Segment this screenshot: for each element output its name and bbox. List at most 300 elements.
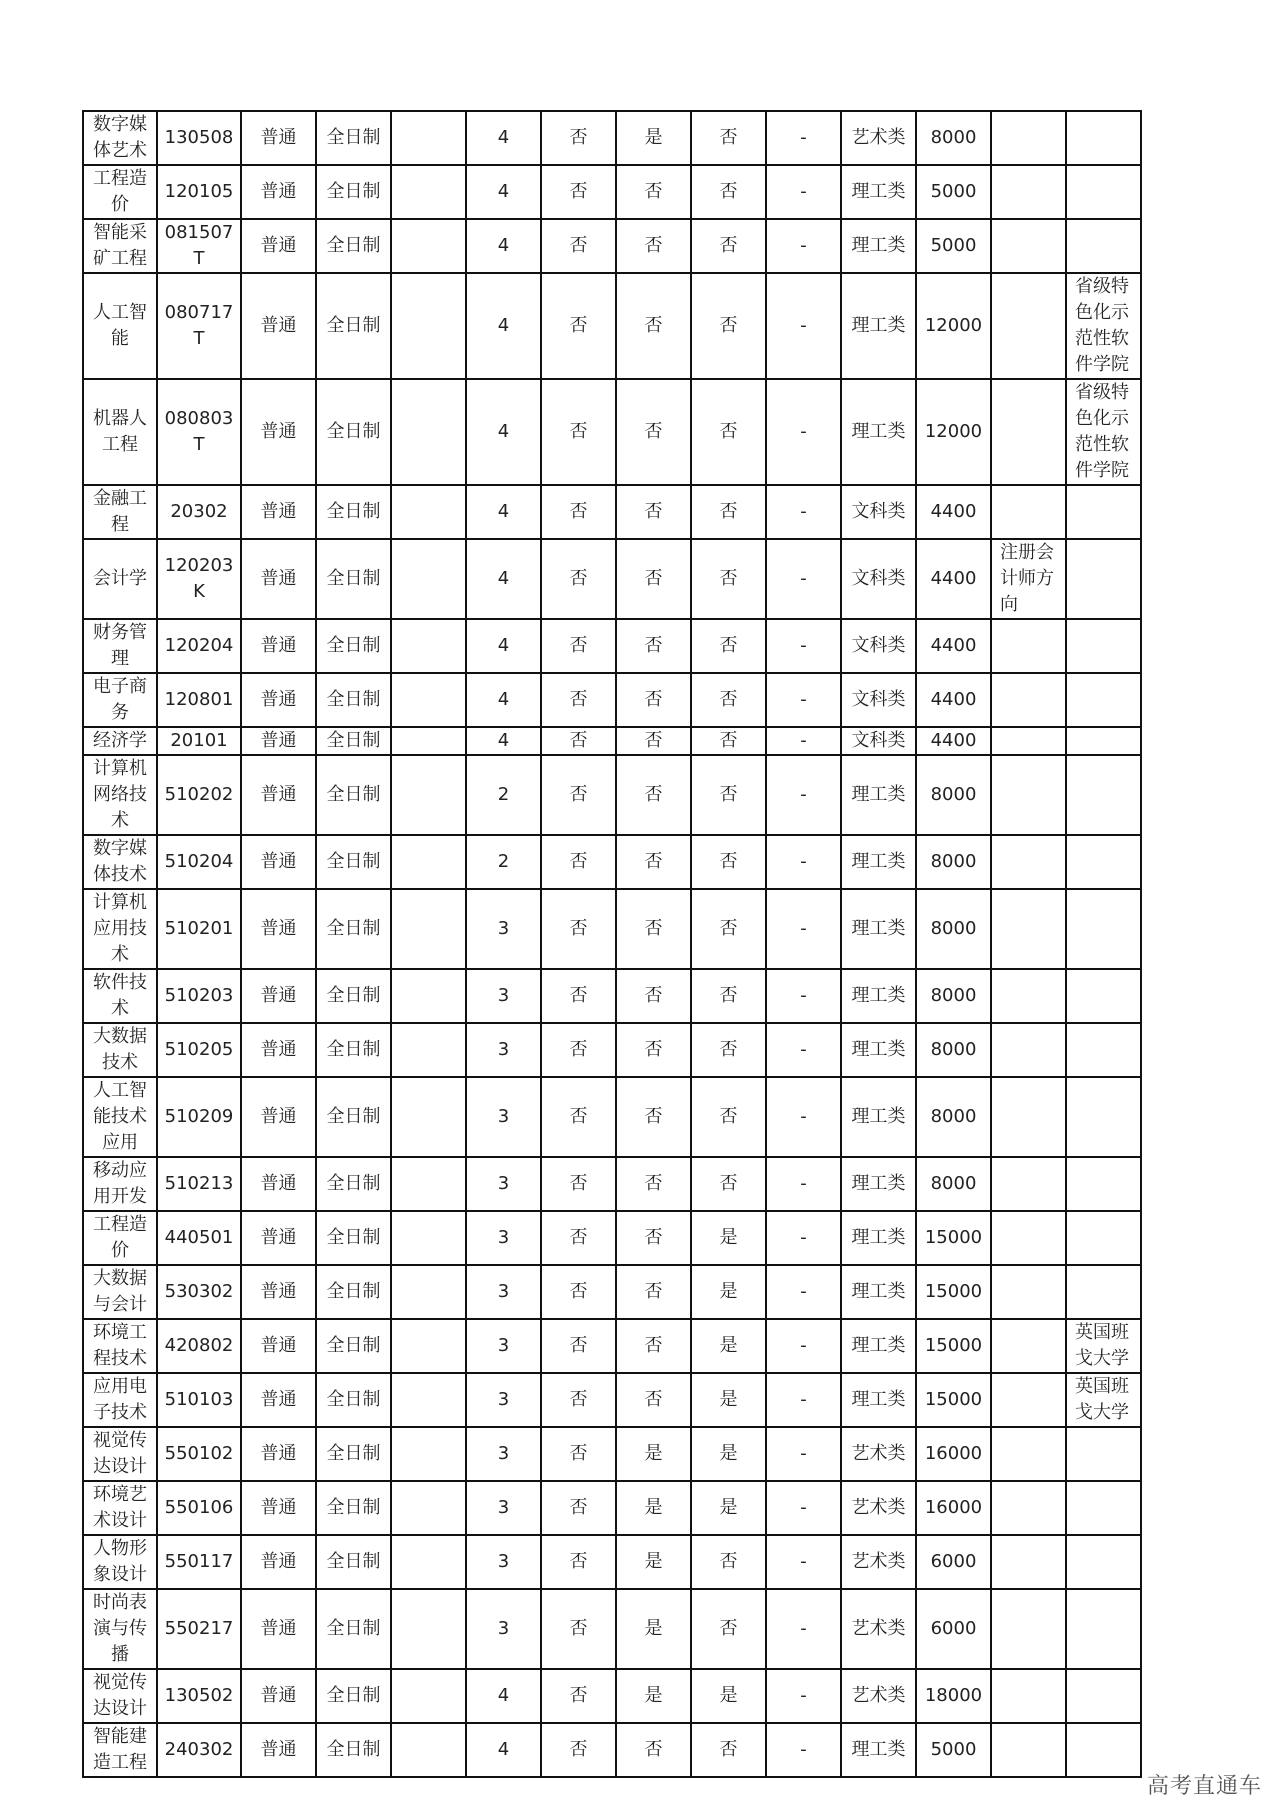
cell-note xyxy=(1066,485,1141,539)
cell-note xyxy=(1066,1157,1141,1211)
cell-years: 3 xyxy=(466,1373,541,1427)
cell-note xyxy=(1066,1023,1141,1077)
cell-flag-a: 否 xyxy=(541,1211,616,1265)
cell-years: 3 xyxy=(466,1589,541,1669)
cell-tuition: 4400 xyxy=(916,539,991,619)
cell-direction xyxy=(991,835,1066,889)
cell-major-code: 081507T xyxy=(157,219,241,273)
table-row xyxy=(83,1427,1141,1481)
cell-study-mode: 全日制 xyxy=(316,1211,391,1265)
cell-level: 普通 xyxy=(241,1427,316,1481)
cell-flag-a: 否 xyxy=(541,889,616,969)
cell-flag-a: 否 xyxy=(541,1265,616,1319)
cell-major-code: 510202 xyxy=(157,755,241,835)
watermark-text: 高考直通车 xyxy=(1146,1774,1262,1799)
cell-category: 理工类 xyxy=(841,1157,916,1211)
cell-flag-b: 否 xyxy=(616,1723,691,1777)
cell-years: 4 xyxy=(466,219,541,273)
cell-major-name: 工程造价 xyxy=(83,165,157,219)
table-row xyxy=(83,273,1141,379)
cell-level: 普通 xyxy=(241,1589,316,1669)
cell-major-code: 20302 xyxy=(157,485,241,539)
cell-flag-a: 否 xyxy=(541,1077,616,1157)
cell-dash: - xyxy=(766,1373,841,1427)
table-row xyxy=(83,619,1141,673)
cell-years: 4 xyxy=(466,539,541,619)
cell-note xyxy=(1066,755,1141,835)
table-row xyxy=(83,673,1141,727)
cell-study-mode: 全日制 xyxy=(316,111,391,165)
cell-dash: - xyxy=(766,619,841,673)
cell-flag-b: 否 xyxy=(616,1157,691,1211)
cell-flag-a: 否 xyxy=(541,165,616,219)
cell-flag-c: 否 xyxy=(691,1077,766,1157)
cell-tuition: 6000 xyxy=(916,1535,991,1589)
cell-major-name: 软件技术 xyxy=(83,969,157,1023)
cell-years: 2 xyxy=(466,755,541,835)
cell-tuition: 16000 xyxy=(916,1427,991,1481)
cell-major-name: 视觉传达设计 xyxy=(83,1669,157,1723)
cell-direction xyxy=(991,969,1066,1023)
cell-category: 文科类 xyxy=(841,539,916,619)
cell-years: 3 xyxy=(466,1319,541,1373)
cell-flag-c: 否 xyxy=(691,969,766,1023)
cell-major-name: 智能采矿工程 xyxy=(83,219,157,273)
cell-flag-b: 是 xyxy=(616,1481,691,1535)
cell-level: 普通 xyxy=(241,619,316,673)
cell-note xyxy=(1066,1077,1141,1157)
cell-direction xyxy=(991,1481,1066,1535)
cell-flag-a: 否 xyxy=(541,1157,616,1211)
cell-blank xyxy=(391,1319,466,1373)
cell-tuition: 8000 xyxy=(916,1157,991,1211)
cell-dash: - xyxy=(766,1589,841,1669)
cell-direction xyxy=(991,1373,1066,1427)
cell-note xyxy=(1066,1535,1141,1589)
cell-tuition: 6000 xyxy=(916,1589,991,1669)
cell-dash: - xyxy=(766,485,841,539)
cell-direction xyxy=(991,727,1066,755)
cell-tuition: 5000 xyxy=(916,219,991,273)
cell-major-code: 510205 xyxy=(157,1023,241,1077)
cell-major-name: 环境工程技术 xyxy=(83,1319,157,1373)
cell-study-mode: 全日制 xyxy=(316,1265,391,1319)
cell-dash: - xyxy=(766,1265,841,1319)
cell-flag-a: 否 xyxy=(541,485,616,539)
cell-flag-b: 是 xyxy=(616,1669,691,1723)
cell-tuition: 16000 xyxy=(916,1481,991,1535)
cell-direction: 注册会计师方向 xyxy=(991,539,1066,619)
cell-years: 3 xyxy=(466,1535,541,1589)
cell-major-code: 510201 xyxy=(157,889,241,969)
cell-direction xyxy=(991,1023,1066,1077)
cell-direction xyxy=(991,1427,1066,1481)
cell-major-name: 环境艺术设计 xyxy=(83,1481,157,1535)
cell-note xyxy=(1066,1481,1141,1535)
cell-blank xyxy=(391,1077,466,1157)
cell-blank xyxy=(391,1535,466,1589)
cell-major-name: 人物形象设计 xyxy=(83,1535,157,1589)
cell-tuition: 8000 xyxy=(916,889,991,969)
cell-study-mode: 全日制 xyxy=(316,727,391,755)
cell-direction xyxy=(991,219,1066,273)
cell-direction xyxy=(991,755,1066,835)
cell-category: 理工类 xyxy=(841,1319,916,1373)
cell-level: 普通 xyxy=(241,1319,316,1373)
table-row xyxy=(83,1589,1141,1669)
cell-study-mode: 全日制 xyxy=(316,619,391,673)
cell-flag-c: 否 xyxy=(691,379,766,485)
cell-tuition: 8000 xyxy=(916,1023,991,1077)
cell-major-code: 440501 xyxy=(157,1211,241,1265)
cell-note xyxy=(1066,727,1141,755)
cell-major-name: 人工智能 xyxy=(83,273,157,379)
cell-study-mode: 全日制 xyxy=(316,755,391,835)
cell-flag-a: 否 xyxy=(541,673,616,727)
cell-blank xyxy=(391,673,466,727)
cell-tuition: 12000 xyxy=(916,273,991,379)
cell-years: 4 xyxy=(466,485,541,539)
cell-flag-b: 是 xyxy=(616,1535,691,1589)
table-row xyxy=(83,1669,1141,1723)
cell-tuition: 4400 xyxy=(916,673,991,727)
cell-level: 普通 xyxy=(241,1211,316,1265)
table-row xyxy=(83,1023,1141,1077)
cell-years: 4 xyxy=(466,619,541,673)
cell-tuition: 5000 xyxy=(916,165,991,219)
cell-years: 2 xyxy=(466,835,541,889)
cell-level: 普通 xyxy=(241,165,316,219)
table-row xyxy=(83,1535,1141,1589)
cell-flag-a: 否 xyxy=(541,1373,616,1427)
cell-tuition: 5000 xyxy=(916,1723,991,1777)
cell-category: 理工类 xyxy=(841,835,916,889)
cell-flag-a: 否 xyxy=(541,219,616,273)
cell-flag-b: 否 xyxy=(616,727,691,755)
cell-category: 文科类 xyxy=(841,727,916,755)
cell-flag-b: 否 xyxy=(616,1265,691,1319)
cell-dash: - xyxy=(766,1427,841,1481)
cell-years: 3 xyxy=(466,1211,541,1265)
cell-study-mode: 全日制 xyxy=(316,1023,391,1077)
cell-tuition: 15000 xyxy=(916,1265,991,1319)
cell-level: 普通 xyxy=(241,1077,316,1157)
cell-study-mode: 全日制 xyxy=(316,835,391,889)
cell-flag-a: 否 xyxy=(541,619,616,673)
cell-note xyxy=(1066,539,1141,619)
cell-major-name: 机器人工程 xyxy=(83,379,157,485)
cell-flag-c: 是 xyxy=(691,1669,766,1723)
cell-study-mode: 全日制 xyxy=(316,1373,391,1427)
cell-level: 普通 xyxy=(241,273,316,379)
cell-flag-a: 否 xyxy=(541,273,616,379)
cell-flag-b: 否 xyxy=(616,673,691,727)
cell-flag-a: 否 xyxy=(541,1481,616,1535)
cell-dash: - xyxy=(766,1077,841,1157)
cell-flag-a: 否 xyxy=(541,379,616,485)
cell-flag-a: 否 xyxy=(541,539,616,619)
cell-major-name: 人工智能技术应用 xyxy=(83,1077,157,1157)
cell-study-mode: 全日制 xyxy=(316,539,391,619)
cell-category: 艺术类 xyxy=(841,1535,916,1589)
cell-note xyxy=(1066,969,1141,1023)
cell-years: 3 xyxy=(466,889,541,969)
cell-dash: - xyxy=(766,111,841,165)
major-table xyxy=(82,110,1142,1778)
cell-flag-c: 是 xyxy=(691,1481,766,1535)
cell-flag-b: 否 xyxy=(616,379,691,485)
table-row xyxy=(83,889,1141,969)
cell-direction xyxy=(991,165,1066,219)
cell-years: 3 xyxy=(466,1077,541,1157)
cell-blank xyxy=(391,219,466,273)
table-row xyxy=(83,539,1141,619)
cell-flag-b: 否 xyxy=(616,1077,691,1157)
cell-blank xyxy=(391,1265,466,1319)
cell-blank xyxy=(391,889,466,969)
cell-flag-b: 否 xyxy=(616,889,691,969)
cell-flag-a: 否 xyxy=(541,111,616,165)
cell-direction xyxy=(991,1723,1066,1777)
cell-blank xyxy=(391,1373,466,1427)
cell-tuition: 4400 xyxy=(916,485,991,539)
cell-study-mode: 全日制 xyxy=(316,379,391,485)
cell-direction xyxy=(991,485,1066,539)
cell-flag-b: 否 xyxy=(616,969,691,1023)
cell-level: 普通 xyxy=(241,1265,316,1319)
cell-tuition: 15000 xyxy=(916,1373,991,1427)
cell-flag-b: 否 xyxy=(616,835,691,889)
cell-study-mode: 全日制 xyxy=(316,1481,391,1535)
cell-dash: - xyxy=(766,755,841,835)
cell-blank xyxy=(391,1669,466,1723)
cell-years: 4 xyxy=(466,1669,541,1723)
cell-study-mode: 全日制 xyxy=(316,165,391,219)
cell-direction xyxy=(991,673,1066,727)
cell-major-code: 120203K xyxy=(157,539,241,619)
cell-tuition: 8000 xyxy=(916,111,991,165)
cell-direction xyxy=(991,619,1066,673)
cell-flag-c: 否 xyxy=(691,1589,766,1669)
cell-note xyxy=(1066,1427,1141,1481)
cell-direction xyxy=(991,1157,1066,1211)
cell-flag-a: 否 xyxy=(541,1669,616,1723)
cell-flag-a: 否 xyxy=(541,1589,616,1669)
cell-dash: - xyxy=(766,889,841,969)
table-row xyxy=(83,1157,1141,1211)
cell-blank xyxy=(391,1157,466,1211)
cell-dash: - xyxy=(766,1669,841,1723)
cell-category: 理工类 xyxy=(841,1023,916,1077)
cell-level: 普通 xyxy=(241,379,316,485)
table-row xyxy=(83,755,1141,835)
cell-note xyxy=(1066,1723,1141,1777)
cell-major-name: 数字媒体技术 xyxy=(83,835,157,889)
cell-flag-b: 否 xyxy=(616,1319,691,1373)
cell-major-code: 420802 xyxy=(157,1319,241,1373)
cell-major-name: 大数据与会计 xyxy=(83,1265,157,1319)
cell-flag-c: 是 xyxy=(691,1265,766,1319)
cell-major-name: 金融工程 xyxy=(83,485,157,539)
table-row xyxy=(83,969,1141,1023)
cell-dash: - xyxy=(766,273,841,379)
cell-dash: - xyxy=(766,1535,841,1589)
cell-tuition: 8000 xyxy=(916,1077,991,1157)
cell-years: 3 xyxy=(466,1157,541,1211)
cell-category: 理工类 xyxy=(841,1723,916,1777)
cell-category: 艺术类 xyxy=(841,1481,916,1535)
cell-blank xyxy=(391,1723,466,1777)
cell-flag-a: 否 xyxy=(541,1319,616,1373)
cell-note xyxy=(1066,111,1141,165)
cell-major-name: 工程造价 xyxy=(83,1211,157,1265)
cell-major-code: 510209 xyxy=(157,1077,241,1157)
cell-level: 普通 xyxy=(241,969,316,1023)
cell-category: 理工类 xyxy=(841,1077,916,1157)
cell-major-code: 130502 xyxy=(157,1669,241,1723)
cell-major-name: 移动应用开发 xyxy=(83,1157,157,1211)
cell-major-code: 20101 xyxy=(157,727,241,755)
cell-flag-b: 是 xyxy=(616,111,691,165)
cell-study-mode: 全日制 xyxy=(316,1535,391,1589)
cell-flag-c: 否 xyxy=(691,111,766,165)
cell-flag-c: 否 xyxy=(691,727,766,755)
cell-note: 英国班戈大学 xyxy=(1066,1373,1141,1427)
cell-level: 普通 xyxy=(241,219,316,273)
cell-major-code: 510213 xyxy=(157,1157,241,1211)
cell-major-code: 530302 xyxy=(157,1265,241,1319)
table-row xyxy=(83,111,1141,165)
cell-tuition: 8000 xyxy=(916,835,991,889)
cell-major-code: 120105 xyxy=(157,165,241,219)
cell-major-code: 550117 xyxy=(157,1535,241,1589)
cell-direction xyxy=(991,379,1066,485)
cell-years: 3 xyxy=(466,969,541,1023)
cell-level: 普通 xyxy=(241,727,316,755)
cell-dash: - xyxy=(766,1319,841,1373)
cell-major-name: 会计学 xyxy=(83,539,157,619)
cell-category: 理工类 xyxy=(841,969,916,1023)
cell-study-mode: 全日制 xyxy=(316,673,391,727)
cell-blank xyxy=(391,485,466,539)
cell-blank xyxy=(391,539,466,619)
cell-direction xyxy=(991,273,1066,379)
cell-flag-c: 否 xyxy=(691,835,766,889)
table-row xyxy=(83,1723,1141,1777)
cell-category: 艺术类 xyxy=(841,1589,916,1669)
cell-flag-c: 否 xyxy=(691,619,766,673)
cell-flag-c: 否 xyxy=(691,755,766,835)
table-row xyxy=(83,1319,1141,1373)
cell-flag-c: 否 xyxy=(691,219,766,273)
cell-note xyxy=(1066,219,1141,273)
cell-blank xyxy=(391,1023,466,1077)
cell-major-code: 120204 xyxy=(157,619,241,673)
table-row xyxy=(83,485,1141,539)
cell-flag-b: 否 xyxy=(616,1211,691,1265)
cell-major-code: 510103 xyxy=(157,1373,241,1427)
cell-years: 3 xyxy=(466,1427,541,1481)
table-row xyxy=(83,219,1141,273)
cell-level: 普通 xyxy=(241,111,316,165)
cell-flag-c: 否 xyxy=(691,673,766,727)
table-row xyxy=(83,1373,1141,1427)
cell-note: 英国班戈大学 xyxy=(1066,1319,1141,1373)
cell-category: 理工类 xyxy=(841,379,916,485)
cell-flag-c: 否 xyxy=(691,1723,766,1777)
cell-blank xyxy=(391,727,466,755)
cell-category: 文科类 xyxy=(841,485,916,539)
cell-note xyxy=(1066,619,1141,673)
cell-flag-c: 否 xyxy=(691,1023,766,1077)
cell-level: 普通 xyxy=(241,755,316,835)
cell-direction xyxy=(991,1535,1066,1589)
cell-flag-c: 否 xyxy=(691,1157,766,1211)
cell-blank xyxy=(391,379,466,485)
cell-study-mode: 全日制 xyxy=(316,1589,391,1669)
cell-years: 4 xyxy=(466,673,541,727)
cell-level: 普通 xyxy=(241,1723,316,1777)
cell-tuition: 12000 xyxy=(916,379,991,485)
cell-level: 普通 xyxy=(241,1669,316,1723)
cell-level: 普通 xyxy=(241,1023,316,1077)
cell-years: 4 xyxy=(466,273,541,379)
cell-major-code: 510204 xyxy=(157,835,241,889)
cell-flag-b: 否 xyxy=(616,1023,691,1077)
cell-flag-c: 是 xyxy=(691,1427,766,1481)
cell-level: 普通 xyxy=(241,485,316,539)
cell-flag-c: 是 xyxy=(691,1373,766,1427)
cell-study-mode: 全日制 xyxy=(316,1669,391,1723)
cell-dash: - xyxy=(766,969,841,1023)
cell-blank xyxy=(391,165,466,219)
cell-category: 艺术类 xyxy=(841,1427,916,1481)
cell-major-code: 510203 xyxy=(157,969,241,1023)
cell-flag-a: 否 xyxy=(541,755,616,835)
cell-flag-a: 否 xyxy=(541,1535,616,1589)
cell-note xyxy=(1066,1669,1141,1723)
table-row xyxy=(83,165,1141,219)
cell-blank xyxy=(391,835,466,889)
cell-study-mode: 全日制 xyxy=(316,273,391,379)
table-row xyxy=(83,1077,1141,1157)
cell-level: 普通 xyxy=(241,889,316,969)
cell-years: 3 xyxy=(466,1265,541,1319)
cell-dash: - xyxy=(766,1157,841,1211)
cell-dash: - xyxy=(766,539,841,619)
cell-blank xyxy=(391,619,466,673)
cell-blank xyxy=(391,1481,466,1535)
cell-category: 理工类 xyxy=(841,165,916,219)
cell-major-code: 550106 xyxy=(157,1481,241,1535)
cell-tuition: 4400 xyxy=(916,727,991,755)
cell-tuition: 8000 xyxy=(916,969,991,1023)
cell-tuition: 4400 xyxy=(916,619,991,673)
cell-dash: - xyxy=(766,835,841,889)
cell-category: 理工类 xyxy=(841,1265,916,1319)
cell-dash: - xyxy=(766,727,841,755)
cell-tuition: 18000 xyxy=(916,1669,991,1723)
cell-flag-c: 否 xyxy=(691,165,766,219)
table-row xyxy=(83,727,1141,755)
cell-flag-b: 否 xyxy=(616,619,691,673)
cell-flag-a: 否 xyxy=(541,727,616,755)
cell-flag-b: 否 xyxy=(616,1373,691,1427)
cell-years: 4 xyxy=(466,165,541,219)
cell-flag-a: 否 xyxy=(541,1723,616,1777)
cell-years: 4 xyxy=(466,727,541,755)
cell-note: 省级特色化示范性软件学院 xyxy=(1066,273,1141,379)
